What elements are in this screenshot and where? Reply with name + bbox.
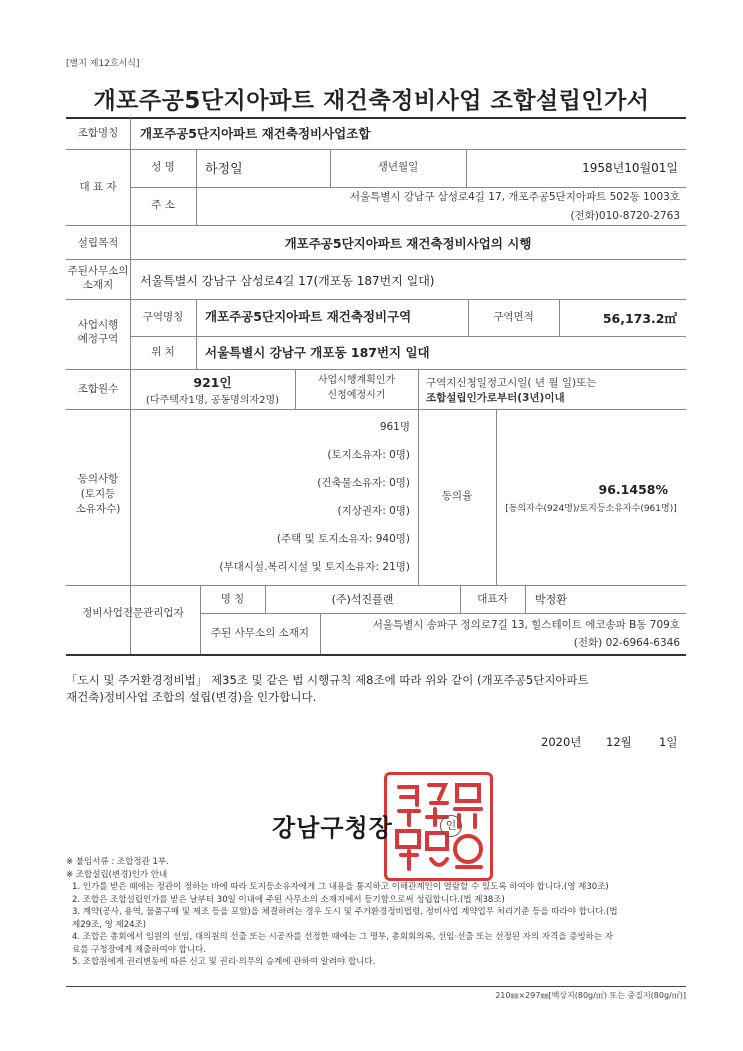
manager-label: 정비사업전문관리업자 <box>82 607 184 619</box>
office-label-1: 주된사무소의 <box>67 265 129 277</box>
col-divider <box>496 409 497 585</box>
consent-total: 961명 <box>379 421 410 433</box>
row-divider <box>66 409 686 410</box>
zone-label-2: 예정구역 <box>77 333 119 345</box>
row-divider <box>66 149 686 150</box>
rep-name-label: 성 명 <box>151 161 175 173</box>
rep-address-label: 주 소 <box>151 199 175 211</box>
members-count: 921인 <box>193 375 232 390</box>
consent-rate-note: [동의자수(924명)/토지등소유자수(961명)] <box>505 504 677 514</box>
footer-divider <box>66 986 686 987</box>
plan-label-1: 사업시행계획인가 <box>317 375 396 386</box>
issuer-name: 강남구청장 <box>272 814 393 842</box>
consent-facility-owners: (부대시설.복리시설 및 토지소유자: 21명) <box>219 561 410 573</box>
note-guide-title: ※ 조합설립(변경)인가 안내 <box>66 869 168 880</box>
zone-area-label: 구역면적 <box>493 311 534 323</box>
manager-rep-value: 박정환 <box>535 593 567 606</box>
row-divider <box>66 369 686 370</box>
zone-name-label: 구역명칭 <box>142 311 184 323</box>
note-item-5: 5. 조합원에게 권리변동에 따른 신고 및 권리·의무의 승계에 관하여 알려야 합니다. <box>72 957 376 967</box>
consent-label-2: (토지등 <box>80 488 116 500</box>
consent-land-owners: (토지소유자: 0명) <box>327 449 410 461</box>
row-divider <box>200 613 686 614</box>
note-item-4: 4. 조합은 총회에서 임원의 선임, 대의원의 선출 또는 시공자를 선정한 때에는 그 명부, 총회회의록, 선임·선출 또는 선정된 자의 자격을 증빙하는 자 <box>72 932 613 942</box>
date-month: 12월 <box>606 735 632 749</box>
plan-value-1: 구역지신청일정고시일( 년 월 일)또는 <box>426 377 597 389</box>
row-divider <box>66 299 686 300</box>
members-label: 조합원수 <box>77 383 119 395</box>
manager-phone-value: (전화) 02-6964-6346 <box>573 637 680 649</box>
rep-name-value: 하정일 <box>205 162 243 177</box>
note-item-3-cont: 제29조, 영 제24조) <box>72 919 147 930</box>
consent-rate-value: 96.1458% <box>598 482 668 497</box>
purpose-value: 개포주공5단지아파트 재건축정비사업의 시행 <box>284 236 532 251</box>
date-day: 1일 <box>659 735 678 749</box>
note-attachment: ※ 붙임서류 : 조합정관 1부. <box>66 857 169 867</box>
table-bottom-border <box>66 654 686 656</box>
table-top-border <box>66 117 686 119</box>
note-item-4-cont: 료를 구청장에게 제출하여야 합니다. <box>72 944 206 955</box>
note-item-2: 2. 조합은 조합설립인가를 받은 날부터 30일 이내에 주된 사무소의 소재지에서 등기함으로써 성립합니다.(법 제38조) <box>72 894 505 905</box>
zone-location-label: 위 치 <box>151 346 175 358</box>
row-divider <box>130 187 686 188</box>
manager-office-value: 서울특별시 송파구 정의로7길 13, 힐스테이트 에코송파 B동 709호 <box>372 619 680 631</box>
zone-location-value: 서울특별시 강남구 개포동 187번지 일대 <box>205 345 430 360</box>
consent-house-land-owners: (주택 및 토지소유자: 940명) <box>276 533 410 545</box>
rep-phone-value: (전화)010-8720-2763 <box>570 210 680 222</box>
manager-rep-label: 대표자 <box>477 593 508 605</box>
note-item-3: 3. 계약(공사, 용역, 물품구매 및 제조 등을 포함)을 체결하려는 경우 도시 및 주거환경정비법령, 정비사업 계약업무 처리기준 등을 따라야 합니다.(법 <box>72 907 618 917</box>
zone-name-value: 개포주공5단지아파트 재건축정비구역 <box>205 309 412 324</box>
row-divider <box>130 336 686 337</box>
consent-rate-label: 동의율 <box>441 490 473 502</box>
consent-label-3: 소유자수) <box>75 503 121 515</box>
representative-label: 대 표 자 <box>79 181 117 193</box>
rep-birth-value: 1958년10월01일 <box>582 161 678 175</box>
notes-section <box>66 856 686 969</box>
col-divider <box>418 369 419 409</box>
manager-name-value: (주)석진플랜 <box>331 593 394 606</box>
seal-mark: 인 <box>440 815 462 837</box>
col-divider <box>196 149 197 225</box>
purpose-label: 설립목적 <box>77 237 119 249</box>
row-divider <box>66 259 686 260</box>
approval-text-line-2: 재건축)정비사업 조합의 설립(변경)을 인가합니다. <box>66 690 317 704</box>
consent-building-owners: (건축물소유자: 0명) <box>317 477 410 489</box>
note-item-1: 1. 인가를 받은 때에는 정관이 정하는 바에 따라 토지등소유자에게 그 내용을 통지하고 이해관계인이 열람할 수 있도록 하여야 합니다.(영 제30조) <box>72 882 609 892</box>
approval-text-line-1: 「도시 및 주거환경정비법」 제35조 및 같은 법 시행규칙 제8조에 따라 위와 같이 (개포주공5단지아파트 <box>66 673 589 687</box>
manager-name-label: 명 칭 <box>220 593 245 605</box>
office-value: 서울특별시 강남구 삼성로4길 17(개포동 187번지 일대) <box>140 274 435 288</box>
office-label-2: 소재지 <box>82 279 114 291</box>
plan-label-2: 신청예정시기 <box>327 390 386 401</box>
manager-office-label: 주된 사무소의 소재지 <box>211 627 309 639</box>
rep-address-value: 서울특별시 강남구 삼성로4길 17, 개포주공5단지아파트 502동 1003호 <box>349 191 680 203</box>
date-year: 2020년 <box>541 735 582 749</box>
document-title: 개포주공5단지아파트 재건축정비사업 조합설립인가서 <box>93 88 650 114</box>
row-divider <box>66 225 686 226</box>
plan-value-2: 조합설립인가로부터(3년)이내 <box>426 392 565 404</box>
consent-label-1: 동의사항 <box>77 473 119 485</box>
col-divider <box>196 299 197 369</box>
rep-birth-label: 생년월일 <box>377 161 419 173</box>
zone-label-1: 사업시행 <box>77 319 119 331</box>
members-note: (다주택자1명, 공동명의자2명) <box>145 395 280 406</box>
union-name-value: 개포주공5단지아파트 재건축정비사업조합 <box>140 126 371 141</box>
col-divider <box>525 585 526 613</box>
union-name-label: 조합명칭 <box>77 127 119 139</box>
row-divider <box>66 585 686 586</box>
form-number: [별지 제12호서식] <box>66 59 140 69</box>
col-divider <box>320 613 321 654</box>
consent-surface-right: (지상권자: 0명) <box>337 505 410 517</box>
zone-area-value: 56,173.2㎡ <box>602 311 677 326</box>
paper-spec: 210㎜×297㎜[백상지(80g/㎡) 또는 중질지(80g/㎡)] <box>495 991 686 1000</box>
